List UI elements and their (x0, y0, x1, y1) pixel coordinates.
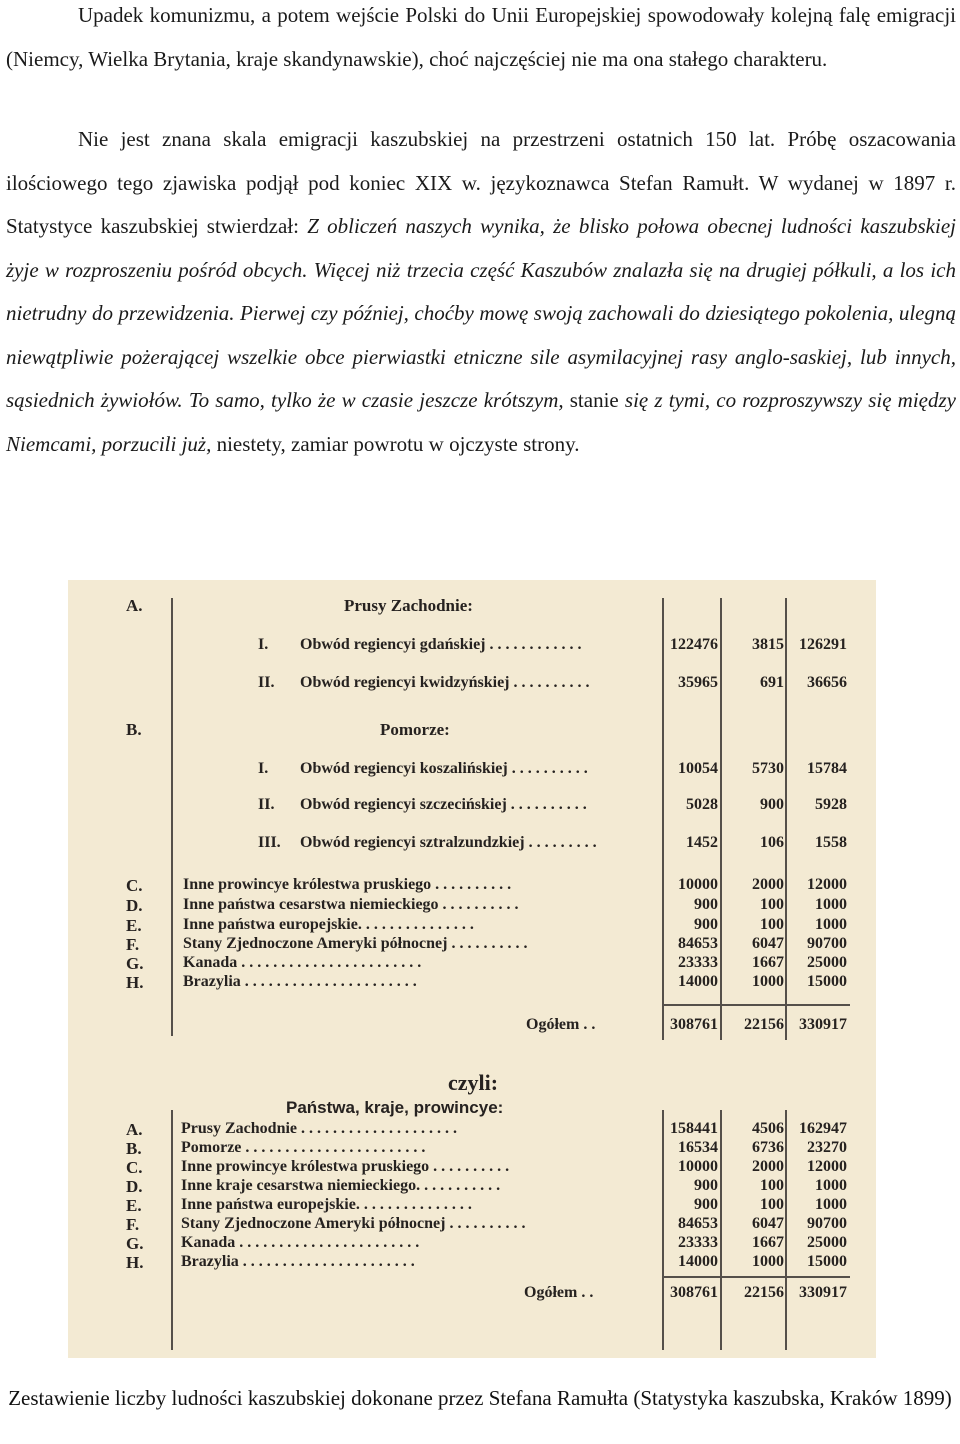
row-letter: B. (126, 720, 142, 739)
row-label: Obwód regiencyi sztralzundzkiej . . . . . . . . . (300, 834, 597, 851)
scanned-statistics-table (68, 580, 876, 1358)
table-row (68, 1253, 876, 1273)
cell-value: 900 (694, 1196, 718, 1213)
row-label: Obwód regiencyi kwidzyńskiej . . . . . . . . . . (300, 674, 590, 691)
total-row (68, 1284, 876, 1304)
cell-value: 25000 (807, 954, 847, 971)
cell-value: 12000 (807, 1158, 847, 1175)
cell-value: 10054 (678, 760, 718, 777)
table-row (68, 1120, 876, 1140)
cell-value: 16534 (678, 1139, 718, 1156)
table-row (68, 1234, 876, 1254)
row-label: Inne kraje cesarstwa niemieckiego. . . . . . . . . . . (181, 1177, 501, 1194)
cell-value: 12000 (807, 876, 847, 893)
row-letter: D. (126, 1177, 143, 1196)
cell-value: 126291 (799, 636, 847, 653)
cell-value: 1667 (752, 954, 784, 971)
cell-value: 100 (760, 896, 784, 913)
cell-value: 691 (760, 674, 784, 691)
cell-value: 84653 (678, 1215, 718, 1232)
table-row (68, 760, 876, 780)
row-letter: C. (126, 876, 143, 895)
cell-value: 15784 (807, 760, 847, 777)
table-row (68, 1196, 876, 1216)
cell-value: 5730 (752, 760, 784, 777)
row-letter: F. (126, 1215, 140, 1234)
total-row (68, 1016, 876, 1036)
cell-value: 900 (760, 796, 784, 813)
row-letter: B. (126, 1139, 142, 1158)
row-letter: G. (126, 1234, 144, 1253)
row-label: Brazylia . . . . . . . . . . . . . . . . . . . . . . (181, 1253, 415, 1270)
row-letter: E. (126, 1196, 142, 1215)
total-rule (662, 1004, 850, 1006)
cell-value: 35965 (678, 674, 718, 691)
total-value: 22156 (744, 1016, 784, 1033)
cell-value: 14000 (678, 973, 718, 990)
row-label: Stany Zjednoczone Ameryki północnej . . . . . . . . . . (181, 1215, 526, 1232)
cell-value: 106 (760, 834, 784, 851)
row-roman: II. (258, 674, 275, 691)
cell-value: 100 (760, 1177, 784, 1194)
table-row (68, 1158, 876, 1178)
cell-value: 1452 (686, 834, 718, 851)
table-row (68, 596, 876, 616)
cell-value: 162947 (799, 1120, 847, 1137)
section-heading: Pomorze: (380, 720, 450, 739)
row-letter: D. (126, 896, 143, 915)
table-row (68, 636, 876, 656)
cell-value: 15000 (807, 1253, 847, 1270)
row-label: Brazylia . . . . . . . . . . . . . . . . . . . . . . (183, 973, 417, 990)
cell-value: 10000 (678, 1158, 718, 1175)
cell-value: 36656 (807, 674, 847, 691)
cell-value: 1000 (815, 916, 847, 933)
table-row (68, 954, 876, 974)
cell-value: 90700 (807, 935, 847, 952)
quote-italic: się z tymi, co rozproszywszy się między Niemcami, porzucili już, (6, 388, 956, 456)
row-label: Kanada . . . . . . . . . . . . . . . . . . . . . . . (181, 1234, 420, 1251)
cell-value: 1000 (815, 896, 847, 913)
row-label: Inne prowincye królestwa pruskiego . . . . . . . . . . (183, 876, 512, 893)
total-label: Ogółem . . (524, 1284, 594, 1301)
cell-value: 10000 (678, 876, 718, 893)
row-roman: I. (258, 760, 269, 777)
cell-value: 2000 (752, 876, 784, 893)
cell-value: 23333 (678, 954, 718, 971)
row-letter: A. (126, 1120, 143, 1139)
table-row (68, 720, 876, 740)
row-letter: H. (126, 973, 144, 992)
cell-value: 1000 (752, 1253, 784, 1270)
row-letter: E. (126, 916, 142, 935)
row-label: Inne państwa europejskie. . . . . . . . . . . . . . . (181, 1196, 472, 1213)
total-rule (662, 1276, 850, 1278)
cell-value: 900 (694, 916, 718, 933)
cell-value: 1000 (815, 1177, 847, 1194)
paragraph-text: Nie jest znana skala emigracji kaszubskiej na przestrzeni ostatnich 150 lat. Próbę oszacowania ilościowego tego zjawiska podjął pod koniec XIX w. językoznawca Stefan Ramułt. W wydanej w 1897 r. Statystyce kaszubskiej stwierdzał: (6, 127, 956, 238)
cell-value: 1667 (752, 1234, 784, 1251)
table-row (68, 834, 876, 854)
cell-value: 6047 (752, 935, 784, 952)
section-heading: Prusy Zachodnie: (344, 596, 473, 615)
cell-value: 1558 (815, 834, 847, 851)
total-value: 22156 (744, 1284, 784, 1301)
paragraph-ramult-quote (6, 118, 956, 466)
row-label: Obwód regiencyi koszalińskiej . . . . . . . . . . (300, 760, 588, 777)
cell-value: 25000 (807, 1234, 847, 1251)
cell-value: 900 (694, 1177, 718, 1194)
cell-value: 2000 (752, 1158, 784, 1175)
table-row (68, 935, 876, 955)
row-roman: I. (258, 636, 269, 653)
table-row (68, 796, 876, 816)
row-label: Inne prowincye królestwa pruskiego . . . . . . . . . . (181, 1158, 510, 1175)
paragraph-text: niestety, zamiar powrotu w ojczyste strony. (211, 431, 580, 456)
table-row (68, 1177, 876, 1197)
paragraph-emigration-modern (6, 0, 956, 81)
cell-value: 23270 (807, 1139, 847, 1156)
cell-value: 6047 (752, 1215, 784, 1232)
row-letter: A. (126, 596, 143, 615)
table-row (68, 916, 876, 936)
cell-value: 122476 (670, 636, 718, 653)
table-row (68, 973, 876, 993)
cell-value: 900 (694, 896, 718, 913)
cell-value: 23333 (678, 1234, 718, 1251)
cell-value: 100 (760, 1196, 784, 1213)
row-label: Prusy Zachodnie . . . . . . . . . . . . . . . . . . . . (181, 1120, 458, 1137)
figure-caption: Zestawienie liczby ludności kaszubskiej dokonane przez Stefana Ramułta (Statystyka kaszubska, Kraków 1899) (8, 1386, 952, 1410)
row-label: Inne państwa cesarstwa niemieckiego . . . . . . . . . . (183, 896, 519, 913)
row-letter: F. (126, 935, 140, 954)
row-label: Pomorze . . . . . . . . . . . . . . . . . . . . . . . (181, 1139, 426, 1156)
cell-value: 5928 (815, 796, 847, 813)
cell-value: 1000 (815, 1196, 847, 1213)
cell-value: 6736 (752, 1139, 784, 1156)
row-label: Obwód regiencyi gdańskiej . . . . . . . . . . . . (300, 636, 582, 653)
table2-intro: czyli: (448, 1070, 499, 1095)
total-value: 308761 (670, 1016, 718, 1033)
cell-value: 14000 (678, 1253, 718, 1270)
row-letter: C. (126, 1158, 143, 1177)
cell-value: 3815 (752, 636, 784, 653)
cell-value: 90700 (807, 1215, 847, 1232)
cell-value: 4506 (752, 1120, 784, 1137)
paragraph-text: Upadek komunizmu, a potem wejście Polski do Unii Europejskiej spowodowały kolejną falę emigracji (Niemcy, Wielka Brytania, kraje skandynawskie), choć najczęściej nie ma ona stałego charakteru. (6, 3, 956, 71)
total-value: 330917 (799, 1016, 847, 1033)
row-label: Stany Zjednoczone Ameryki północnej . . . . . . . . . . (183, 935, 528, 952)
row-roman: II. (258, 796, 275, 813)
table-row (68, 1215, 876, 1235)
quote-italic: Z obliczeń naszych wynika, że blisko połowa obecnej ludności kaszubskiej żyje w rozproszeniu pośród obcych. Więcej niż trzecia część Kaszubów znalazła się na drugiej półkuli, a los ich nietrudny do przewidzenia. Pierwej czy później, choćby mowę swoją zachowali do dziesiątego pokolenia, ulegną niewątpliwie pożerającej wszelkie obce pierwiastki etniczne sile asymilacyjnej rasy anglo-saskiej, lub innych, sąsiednich żywiołów. To samo, tylko że w czasie jeszcze krótszym, (6, 214, 956, 412)
cell-value: 1000 (752, 973, 784, 990)
table-row (68, 896, 876, 916)
paragraph-text: stanie (563, 388, 625, 412)
table-row (68, 876, 876, 896)
cell-value: 100 (760, 916, 784, 933)
total-value: 330917 (799, 1284, 847, 1301)
cell-value: 5028 (686, 796, 718, 813)
total-value: 308761 (670, 1284, 718, 1301)
cell-value: 15000 (807, 973, 847, 990)
table2-heading: Państwa, kraje, prowincye: (286, 1098, 504, 1117)
cell-value: 84653 (678, 935, 718, 952)
row-roman: III. (258, 834, 281, 851)
row-label: Kanada . . . . . . . . . . . . . . . . . . . . . . . (183, 954, 422, 971)
cell-value: 158441 (670, 1120, 718, 1137)
row-label: Inne państwa europejskie. . . . . . . . . . . . . . . (183, 916, 474, 933)
row-label: Obwód regiencyi szczecińskiej . . . . . . . . . . (300, 796, 587, 813)
table-row (68, 1139, 876, 1159)
row-letter: G. (126, 954, 144, 973)
table-row (68, 674, 876, 694)
row-letter: H. (126, 1253, 144, 1272)
total-label: Ogółem . . (526, 1016, 596, 1033)
